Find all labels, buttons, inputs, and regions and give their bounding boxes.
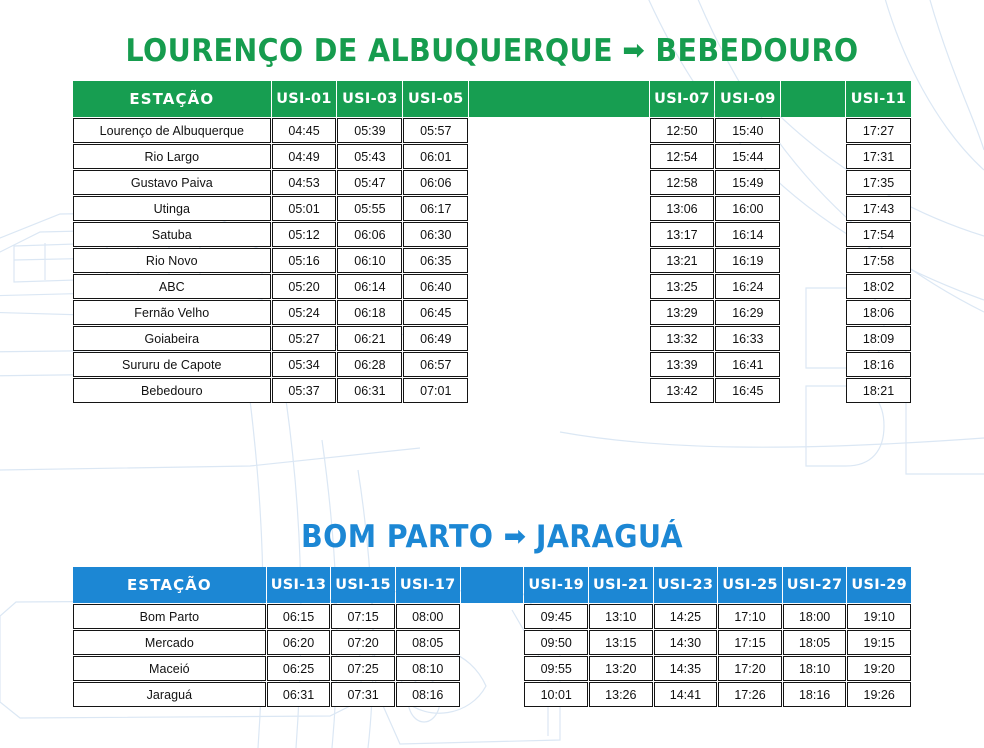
- departure-time-cell: 19:10: [847, 604, 911, 629]
- departure-time-cell: 16:33: [715, 326, 780, 351]
- departure-time-cell: 06:06: [337, 222, 402, 247]
- column-header-service-usi-05: USI-05: [403, 81, 468, 117]
- table-row: [73, 170, 911, 195]
- station-name-cell: Fernão Velho: [73, 300, 271, 325]
- spacer-cell: [781, 352, 845, 377]
- departure-time-cell: 17:31: [846, 144, 911, 169]
- departure-time-cell: 06:25: [267, 656, 331, 681]
- departure-time-cell: 08:00: [396, 604, 460, 629]
- spacer-cell: [781, 248, 845, 273]
- schedule-table-bomparto-jaragua: [72, 566, 912, 708]
- departure-time-cell: 19:15: [847, 630, 911, 655]
- departure-time-cell: 05:47: [337, 170, 402, 195]
- table-row: [73, 352, 911, 377]
- departure-time-cell: 06:49: [403, 326, 468, 351]
- departure-time-cell: 14:35: [654, 656, 718, 681]
- column-header-service-usi-15: USI-15: [331, 567, 395, 603]
- column-header-spacer: [781, 81, 845, 117]
- spacer-cell: [469, 248, 648, 273]
- column-header-spacer: [461, 567, 524, 603]
- departure-time-cell: 06:17: [403, 196, 468, 221]
- table-body: [73, 604, 911, 707]
- departure-time-cell: 06:57: [403, 352, 468, 377]
- departure-time-cell: 16:24: [715, 274, 780, 299]
- departure-time-cell: 18:16: [783, 682, 847, 707]
- table-row: [73, 222, 911, 247]
- departure-time-cell: 05:34: [272, 352, 337, 377]
- spacer-cell: [461, 630, 524, 655]
- departure-time-cell: 06:06: [403, 170, 468, 195]
- table-row: [73, 274, 911, 299]
- station-name-cell: Mercado: [73, 630, 266, 655]
- departure-time-cell: 13:17: [650, 222, 715, 247]
- spacer-cell: [781, 118, 845, 143]
- departure-time-cell: 06:21: [337, 326, 402, 351]
- departure-time-cell: 09:55: [524, 656, 588, 681]
- spacer-cell: [781, 222, 845, 247]
- departure-time-cell: 13:10: [589, 604, 653, 629]
- column-header-service-usi-29: USI-29: [847, 567, 911, 603]
- column-header-service-usi-03: USI-03: [337, 81, 402, 117]
- station-name-cell: ABC: [73, 274, 271, 299]
- column-header-service-usi-17: USI-17: [396, 567, 460, 603]
- table-row: [73, 118, 911, 143]
- departure-time-cell: 18:06: [846, 300, 911, 325]
- table-row: [73, 630, 911, 655]
- departure-time-cell: 17:26: [718, 682, 782, 707]
- column-header-service-usi-19: USI-19: [524, 567, 588, 603]
- column-header-service-usi-25: USI-25: [718, 567, 782, 603]
- table-row: [73, 248, 911, 273]
- departure-time-cell: 14:41: [654, 682, 718, 707]
- station-name-cell: Goiabeira: [73, 326, 271, 351]
- departure-time-cell: 13:39: [650, 352, 715, 377]
- departure-time-cell: 18:09: [846, 326, 911, 351]
- departure-time-cell: 06:31: [267, 682, 331, 707]
- spacer-cell: [461, 682, 524, 707]
- departure-time-cell: 15:40: [715, 118, 780, 143]
- departure-time-cell: 05:16: [272, 248, 337, 273]
- departure-time-cell: 08:10: [396, 656, 460, 681]
- departure-time-cell: 13:25: [650, 274, 715, 299]
- arrow-right-icon: ➡: [622, 36, 646, 66]
- departure-time-cell: 18:21: [846, 378, 911, 403]
- arrow-right-icon: ➡: [503, 522, 527, 552]
- departure-time-cell: 17:10: [718, 604, 782, 629]
- departure-time-cell: 04:53: [272, 170, 337, 195]
- departure-time-cell: 05:43: [337, 144, 402, 169]
- departure-time-cell: 19:20: [847, 656, 911, 681]
- departure-time-cell: 15:44: [715, 144, 780, 169]
- station-name-cell: Bom Parto: [73, 604, 266, 629]
- departure-time-cell: 05:27: [272, 326, 337, 351]
- spacer-cell: [469, 144, 648, 169]
- departure-time-cell: 13:06: [650, 196, 715, 221]
- spacer-cell: [781, 170, 845, 195]
- departure-time-cell: 13:26: [589, 682, 653, 707]
- departure-time-cell: 05:39: [337, 118, 402, 143]
- departure-time-cell: 18:10: [783, 656, 847, 681]
- route-origin-label: LOURENÇO DE ALBUQUERQUE: [125, 33, 613, 69]
- departure-time-cell: 06:35: [403, 248, 468, 273]
- spacer-cell: [781, 378, 845, 403]
- station-name-cell: Maceió: [73, 656, 266, 681]
- departure-time-cell: 05:24: [272, 300, 337, 325]
- table-header-row-group: [73, 81, 911, 117]
- departure-time-cell: 07:25: [331, 656, 395, 681]
- departure-time-cell: 06:30: [403, 222, 468, 247]
- departure-time-cell: 07:01: [403, 378, 468, 403]
- departure-time-cell: 17:43: [846, 196, 911, 221]
- spacer-cell: [469, 222, 648, 247]
- station-name-cell: Bebedouro: [73, 378, 271, 403]
- station-name-cell: Satuba: [73, 222, 271, 247]
- departure-time-cell: 12:50: [650, 118, 715, 143]
- station-name-cell: Utinga: [73, 196, 271, 221]
- departure-time-cell: 06:20: [267, 630, 331, 655]
- departure-time-cell: 13:29: [650, 300, 715, 325]
- departure-time-cell: 07:20: [331, 630, 395, 655]
- spacer-cell: [781, 300, 845, 325]
- departure-time-cell: 05:57: [403, 118, 468, 143]
- spacer-cell: [781, 274, 845, 299]
- table-row: [73, 604, 911, 629]
- spacer-cell: [461, 604, 524, 629]
- departure-time-cell: 06:01: [403, 144, 468, 169]
- departure-time-cell: 16:14: [715, 222, 780, 247]
- station-name-cell: Rio Novo: [73, 248, 271, 273]
- section-title-bomparto-jaragua: [0, 519, 984, 555]
- departure-time-cell: 18:02: [846, 274, 911, 299]
- spacer-cell: [469, 170, 648, 195]
- spacer-cell: [781, 144, 845, 169]
- column-header-service-usi-09: USI-09: [715, 81, 780, 117]
- departure-time-cell: 17:15: [718, 630, 782, 655]
- departure-time-cell: 06:45: [403, 300, 468, 325]
- spacer-cell: [781, 326, 845, 351]
- departure-time-cell: 17:35: [846, 170, 911, 195]
- departure-time-cell: 06:28: [337, 352, 402, 377]
- departure-time-cell: 17:20: [718, 656, 782, 681]
- column-header-station: ESTAÇÃO: [73, 567, 266, 603]
- departure-time-cell: 16:41: [715, 352, 780, 377]
- station-name-cell: Rio Largo: [73, 144, 271, 169]
- departure-time-cell: 17:58: [846, 248, 911, 273]
- route-destination-label: BEBEDOURO: [655, 33, 859, 69]
- departure-time-cell: 17:27: [846, 118, 911, 143]
- schedule-table-wrapper-lourenco-bebedouro: [72, 80, 912, 404]
- table-row: [73, 656, 911, 681]
- table-row: [73, 300, 911, 325]
- spacer-cell: [469, 274, 648, 299]
- departure-time-cell: 16:29: [715, 300, 780, 325]
- departure-time-cell: 06:18: [337, 300, 402, 325]
- departure-time-cell: 06:31: [337, 378, 402, 403]
- departure-time-cell: 04:45: [272, 118, 337, 143]
- table-header-row: [73, 567, 911, 603]
- departure-time-cell: 13:42: [650, 378, 715, 403]
- route-destination-label: JARAGUÁ: [535, 519, 683, 555]
- spacer-cell: [781, 196, 845, 221]
- departure-time-cell: 16:19: [715, 248, 780, 273]
- departure-time-cell: 05:20: [272, 274, 337, 299]
- column-header-spacer: [469, 81, 648, 117]
- column-header-service-usi-21: USI-21: [589, 567, 653, 603]
- departure-time-cell: 19:26: [847, 682, 911, 707]
- departure-time-cell: 16:00: [715, 196, 780, 221]
- table-header-row-group: [73, 567, 911, 603]
- spacer-cell: [469, 118, 648, 143]
- spacer-cell: [469, 326, 648, 351]
- departure-time-cell: 05:37: [272, 378, 337, 403]
- table-row: [73, 196, 911, 221]
- schedule-table-lourenco-bebedouro: [72, 80, 912, 404]
- departure-time-cell: 18:00: [783, 604, 847, 629]
- column-header-service-usi-11: USI-11: [846, 81, 911, 117]
- departure-time-cell: 14:30: [654, 630, 718, 655]
- departure-time-cell: 13:32: [650, 326, 715, 351]
- departure-time-cell: 06:40: [403, 274, 468, 299]
- spacer-cell: [469, 352, 648, 377]
- table-body: [73, 118, 911, 403]
- table-header-row: [73, 81, 911, 117]
- station-name-cell: Jaraguá: [73, 682, 266, 707]
- departure-time-cell: 10:01: [524, 682, 588, 707]
- section-title-lourenco-bebedouro: [0, 33, 984, 69]
- departure-time-cell: 05:01: [272, 196, 337, 221]
- column-header-service-usi-01: USI-01: [272, 81, 337, 117]
- departure-time-cell: 13:20: [589, 656, 653, 681]
- spacer-cell: [469, 300, 648, 325]
- departure-time-cell: 15:49: [715, 170, 780, 195]
- departure-time-cell: 09:45: [524, 604, 588, 629]
- table-row: [73, 144, 911, 169]
- departure-time-cell: 08:05: [396, 630, 460, 655]
- departure-time-cell: 13:15: [589, 630, 653, 655]
- departure-time-cell: 05:12: [272, 222, 337, 247]
- departure-time-cell: 08:16: [396, 682, 460, 707]
- spacer-cell: [469, 196, 648, 221]
- departure-time-cell: 18:05: [783, 630, 847, 655]
- table-row: [73, 326, 911, 351]
- station-name-cell: Lourenço de Albuquerque: [73, 118, 271, 143]
- departure-time-cell: 18:16: [846, 352, 911, 377]
- station-name-cell: Gustavo Paiva: [73, 170, 271, 195]
- column-header-service-usi-23: USI-23: [654, 567, 718, 603]
- departure-time-cell: 12:54: [650, 144, 715, 169]
- departure-time-cell: 12:58: [650, 170, 715, 195]
- departure-time-cell: 06:14: [337, 274, 402, 299]
- departure-time-cell: 17:54: [846, 222, 911, 247]
- departure-time-cell: 13:21: [650, 248, 715, 273]
- table-row: [73, 378, 911, 403]
- column-header-station: ESTAÇÃO: [73, 81, 271, 117]
- schedule-table-wrapper-bomparto-jaragua: [72, 566, 912, 708]
- station-name-cell: Sururu de Capote: [73, 352, 271, 377]
- departure-time-cell: 04:49: [272, 144, 337, 169]
- column-header-service-usi-07: USI-07: [650, 81, 715, 117]
- spacer-cell: [461, 656, 524, 681]
- departure-time-cell: 09:50: [524, 630, 588, 655]
- departure-time-cell: 16:45: [715, 378, 780, 403]
- departure-time-cell: 14:25: [654, 604, 718, 629]
- departure-time-cell: 07:31: [331, 682, 395, 707]
- spacer-cell: [469, 378, 648, 403]
- departure-time-cell: 06:15: [267, 604, 331, 629]
- route-origin-label: BOM PARTO: [301, 519, 494, 555]
- departure-time-cell: 05:55: [337, 196, 402, 221]
- departure-time-cell: 07:15: [331, 604, 395, 629]
- column-header-service-usi-27: USI-27: [783, 567, 847, 603]
- column-header-service-usi-13: USI-13: [267, 567, 331, 603]
- table-row: [73, 682, 911, 707]
- departure-time-cell: 06:10: [337, 248, 402, 273]
